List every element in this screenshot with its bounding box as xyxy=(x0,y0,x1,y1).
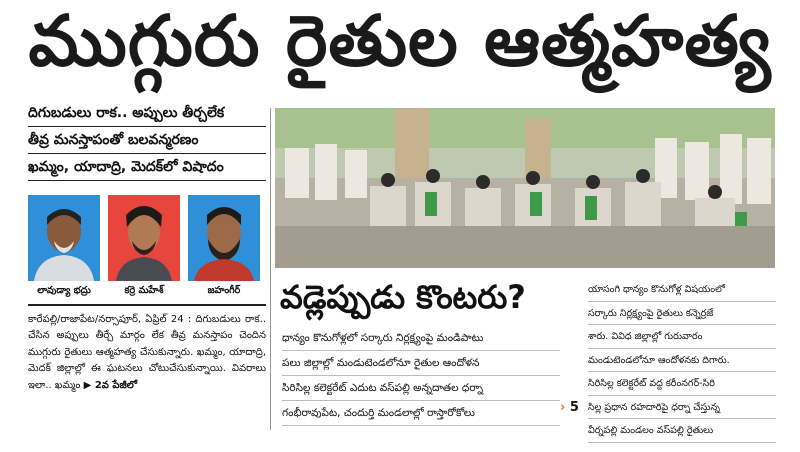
right-line-6: సిల్ల ప్రధాన రహదారిపై ధర్నా చేస్తున్న xyxy=(588,396,776,420)
portrait-photo-1 xyxy=(28,195,100,281)
headline: ముగ్గురు రైతుల ఆత్మహత్య xyxy=(28,0,772,82)
portrait-caption-1: లావుడ్యా భద్రు xyxy=(37,285,91,296)
left-column xyxy=(28,100,266,440)
sub-headline: వడ్లెప్పుడు కొంటరు? xyxy=(280,278,526,316)
page-reference[interactable] xyxy=(560,400,579,415)
continued-link[interactable]: ▶ 2వ పేజీలో xyxy=(83,379,138,391)
portrait-3 xyxy=(188,195,260,298)
left-divider xyxy=(28,304,266,306)
right-line-1: యాసంగి ధాన్యం కొనుగోళ్ల విషయంలో xyxy=(588,278,776,302)
right-line-2: సర్కారు నిర్లక్ష్యంపై రైతులు కన్నెర్రజే xyxy=(588,302,776,326)
column-divider xyxy=(270,108,271,430)
right-line-5: సిరిసిల్ల కలెక్టరేట్‌ వద్ద కరీంనగర్‌-సిరి xyxy=(588,372,776,396)
portrait-row xyxy=(28,195,266,298)
protest-photo xyxy=(275,108,775,268)
deck-line-2: తీవ్ర మనస్తాపంతో బలవన్మరణం xyxy=(28,127,266,154)
story-summary xyxy=(282,326,560,426)
right-column xyxy=(588,278,776,443)
portrait-2 xyxy=(108,195,180,298)
story-line-2: పలు జిల్లాల్లో మండుటెండలోనూ రైతుల ఆందోళన xyxy=(282,351,560,376)
story-line-4: గంభీరావుపేట, చందుర్తి మండలాల్లో రాస్తారోకోలు xyxy=(282,401,560,426)
portrait-caption-2: కర్రె మహేశ్ xyxy=(124,285,164,296)
right-line-4: మండుటెండలోనూ ఆందోళనకు దిగారు. xyxy=(588,349,776,373)
right-line-7: వీర్నపల్లి మండలం వస్‌పల్లి రైతులు xyxy=(588,419,776,443)
body-text-content: కారేపల్లి/రాజాపేట/నర్సాపూర్‌, ఏప్రిల్‌ 24 : దిగుబడులు రాక.. చేసిన అప్పులు తీర్చే మార్గం లేక తీవ్ర మనస్తాపం చెందిన ముగ్గురు రైతులు ఆత్మహత్య చేసుకున్నారు. ఖమ్మం, యాదాద్రి, మెదక్‌ జిల్లాల్లో ఈ ఘటనలు చోటుచేసుకున్నాయి. వివరాలు ఇలా.. ఖమ్మం xyxy=(28,313,266,391)
deck-line-3: ఖమ్మం, యాదాద్రి, మెదక్‌లో విషాదం xyxy=(28,154,266,181)
portrait-1 xyxy=(28,195,100,298)
portrait-photo-2 xyxy=(108,195,180,281)
deck-line-1: దిగుబడులు రాక.. అప్పులు తీర్చలేక xyxy=(28,100,266,127)
story-line-3: సిరిసిల్ల కలెక్టరేట్‌ ఎదుట వస్‌పల్లి అన్నదాతల ధర్నా xyxy=(282,376,560,401)
story-line-1: ధాన్యం కొనుగోళ్లలో సర్కారు నిర్లక్ష్యంపై మండిపాటు xyxy=(282,326,560,351)
right-line-3: శారు. వివిధ జిల్లాల్లో గురువారం xyxy=(588,325,776,349)
body-text xyxy=(28,312,266,395)
portrait-photo-3 xyxy=(188,195,260,281)
continued-label: 2వ పేజీలో xyxy=(94,379,138,391)
chevron-right-icon: › xyxy=(560,400,566,415)
portrait-caption-3: జహంగీర్ xyxy=(207,285,241,296)
page-number: 5 xyxy=(569,400,579,415)
